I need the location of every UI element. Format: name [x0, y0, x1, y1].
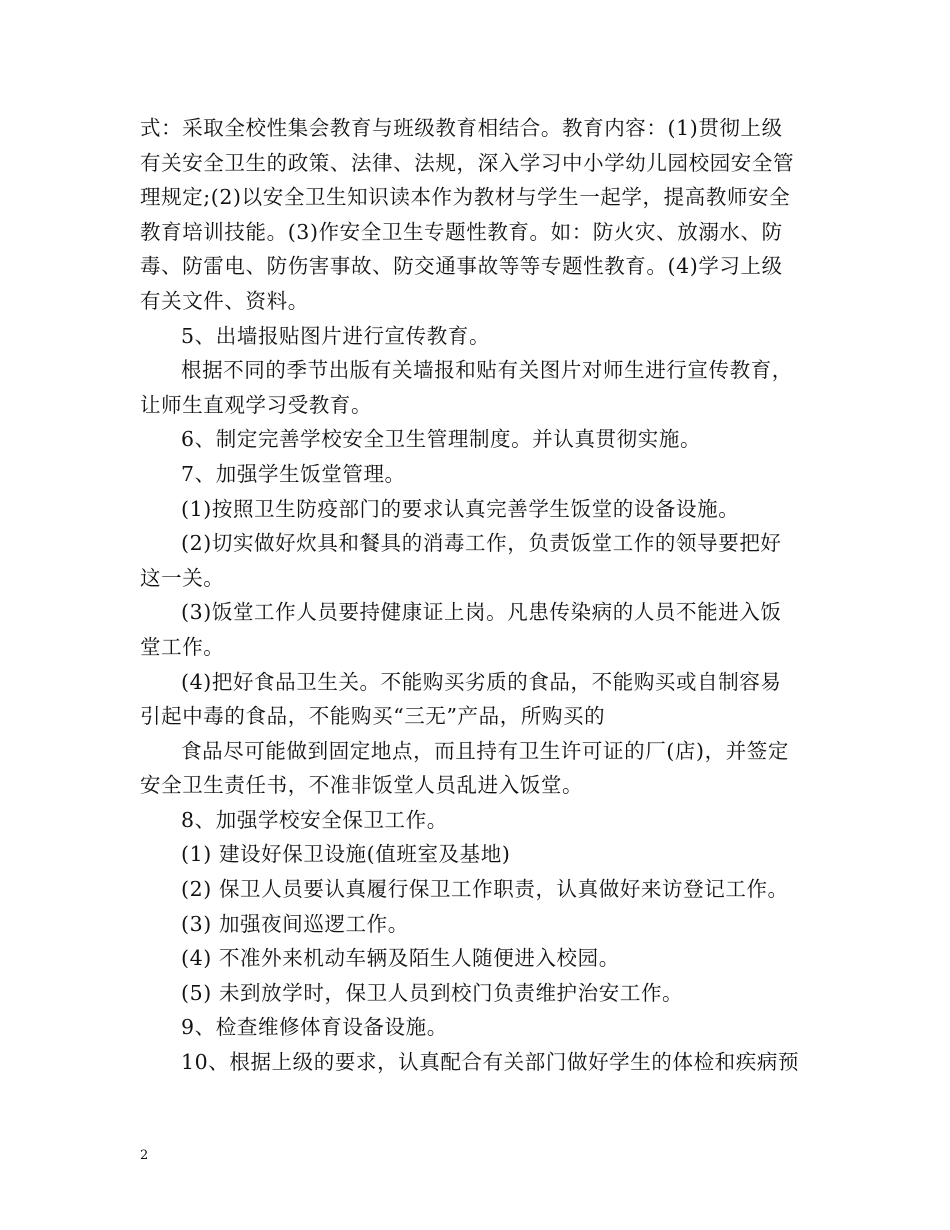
text-line: 引起中毒的食品，不能购买“三无”产品，所购买的	[140, 704, 606, 729]
text-line: 5、出墙报贴图片进行宣传教育。	[181, 323, 491, 348]
text-line: 堂工作。	[140, 634, 225, 659]
text-line: 毒、防雷电、防伤害事故、防交通事故等等专题性教育。(4)学习上级	[140, 254, 783, 279]
text-line: (3) 加强夜间巡逻工作。	[181, 911, 409, 936]
text-line: 食品尽可能做到固定地点，而且持有卫生许可证的厂(店)，并签定	[181, 738, 789, 763]
text-line: 10、根据上级的要求，认真配合有关部门做好学生的体检和疾病预	[181, 1050, 800, 1075]
text-line: 教育培训技能。(3)作安全卫生专题性教育。如：防火灾、放溺水、防	[140, 219, 783, 244]
text-line: 让师生直观学习受教育。	[140, 392, 373, 417]
text-line: 安全卫生责任书，不准非饭堂人员乱进入饭堂。	[140, 773, 584, 798]
text-line: 根据不同的季节出版有关墙报和贴有关图片对师生进行宣传教育，	[181, 358, 793, 383]
text-line: (5) 未到放学时，保卫人员到校门负责维护治安工作。	[181, 980, 684, 1005]
text-line: (3)饭堂工作人员要持健康证上岗。凡患传染病的人员不能进入饭	[181, 600, 782, 625]
text-line: (2) 保卫人员要认真履行保卫工作职责，认真做好来访登记工作。	[181, 877, 789, 902]
text-line: 有关文件、资料。	[140, 288, 309, 313]
text-line: 理规定;(2)以安全卫生知识读本作为教材与学生一起学，提高教师安全	[140, 185, 791, 210]
text-line: 9、检查维修体育设备设施。	[181, 1015, 448, 1040]
page-number: 2	[140, 1148, 149, 1163]
text-line: 6、制定完善学校安全卫生管理制度。并认真贯彻实施。	[181, 427, 702, 452]
text-line: (4)把好食品卫生关。不能购买劣质的食品，不能购买或自制容易	[181, 669, 782, 694]
text-line: 8、加强学校安全保卫工作。	[181, 807, 448, 832]
text-line: 式：采取全校性集会教育与班级教育相结合。教育内容：(1)贯彻上级	[140, 116, 783, 140]
text-line: 有关安全卫生的政策、法律、法规，深入学习中小学幼儿园校园安全管	[140, 150, 795, 175]
body-text	[140, 111, 820, 1080]
text-line: (1)按照卫生防疫部门的要求认真完善学生饭堂的设备设施。	[181, 496, 740, 521]
text-line: 这一关。	[140, 565, 225, 590]
text-line: 7、加强学生饭堂管理。	[181, 461, 406, 486]
text-line: (4) 不准外来机动车辆及陌生人随便进入校园。	[181, 946, 620, 971]
text-line: (1) 建设好保卫设施(值班室及基地)	[181, 842, 511, 867]
text-line: (2)切实做好炊具和餐具的消毒工作，负责饭堂工作的领导要把好	[181, 531, 782, 556]
